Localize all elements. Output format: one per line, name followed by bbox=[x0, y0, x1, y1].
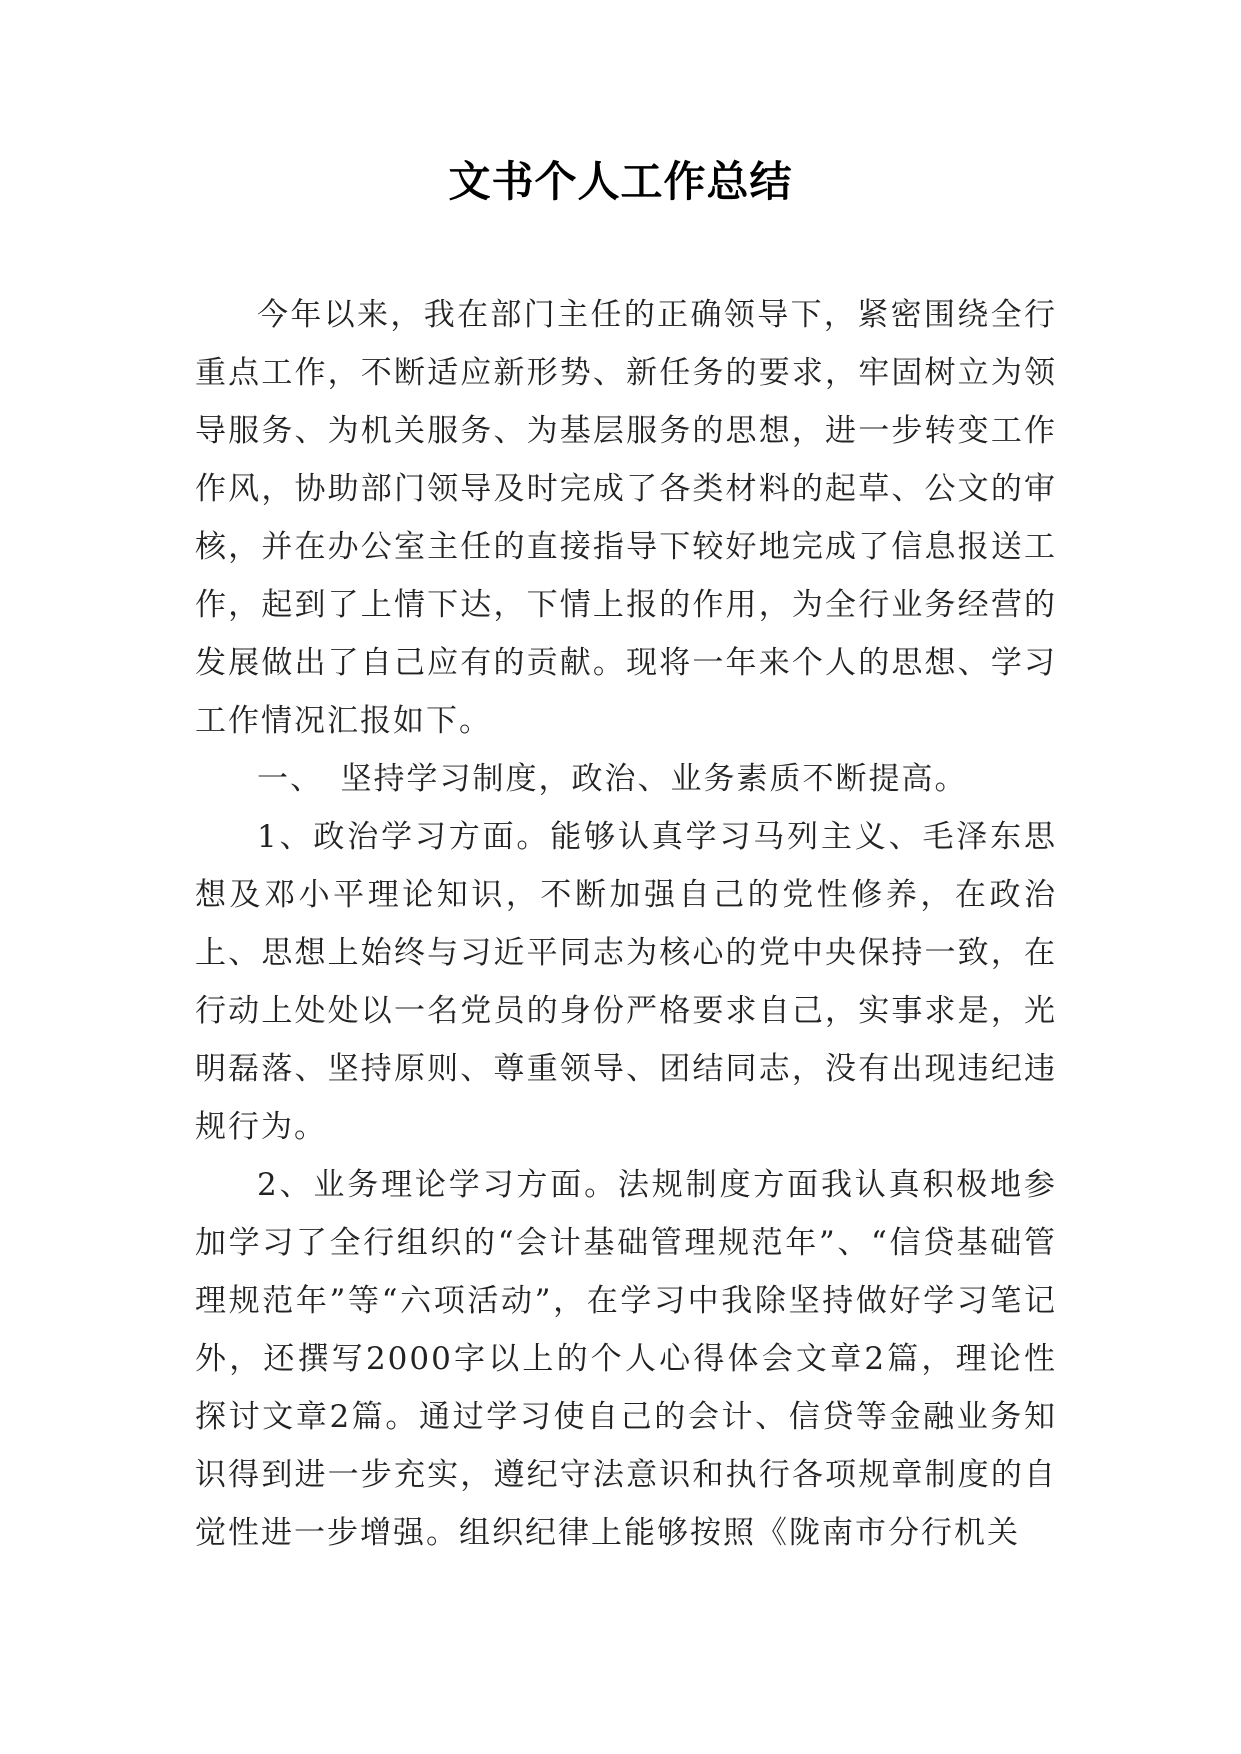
document-body bbox=[195, 286, 1057, 1562]
page-title: 文书个人工作总结 bbox=[448, 157, 793, 206]
paragraph-business-study: 2、业务理论学习方面。法规制度方面我认真积极地参加学习了全行组织的“会计基础管理规范年”、“信贷基础管理规范年”等“六项活动”，在学习中我除坚持做好学习笔记外，还撰写2000字以上的个人心得体会文章2篇，理论性探讨文章2篇。通过学习使自己的会计、信贷等金融业务知识得到进一步充实，遵纪守法意识和执行各项规章制度的自觉性进一步增强。组织纪律上能够按照《陇南市分行机关 bbox=[195, 1167, 1057, 1551]
paragraph-intro: 今年以来，我在部门主任的正确领导下，紧密围绕全行重点工作，不断适应新形势、新任务的要求，牢固树立为领导服务、为机关服务、为基层服务的思想，进一步转变工作作风，协助部门领导及时完成了各类材料的起草、公文的审核，并在办公室主任的直接指导下较好地完成了信息报送工作，起到了上情下达，下情上报的作用，为全行业务经营的发展做出了自己应有的贡献。现将一年来个人的思想、学习工作情况汇报如下。 bbox=[195, 297, 1057, 739]
paragraph-political-study: 1、政治学习方面。能够认真学习马列主义、毛泽东思想及邓小平理论知识，不断加强自己的党性修养，在政治上、思想上始终与习近平同志为核心的党中央保持一致，在行动上处处以一名党员的身份严格要求自己，实事求是，光明磊落、坚持原则、尊重领导、团结同志，没有出现违纪违规行为。 bbox=[195, 819, 1057, 1145]
section-heading-1: 一、 坚持学习制度，政治、业务素质不断提高。 bbox=[257, 761, 968, 797]
